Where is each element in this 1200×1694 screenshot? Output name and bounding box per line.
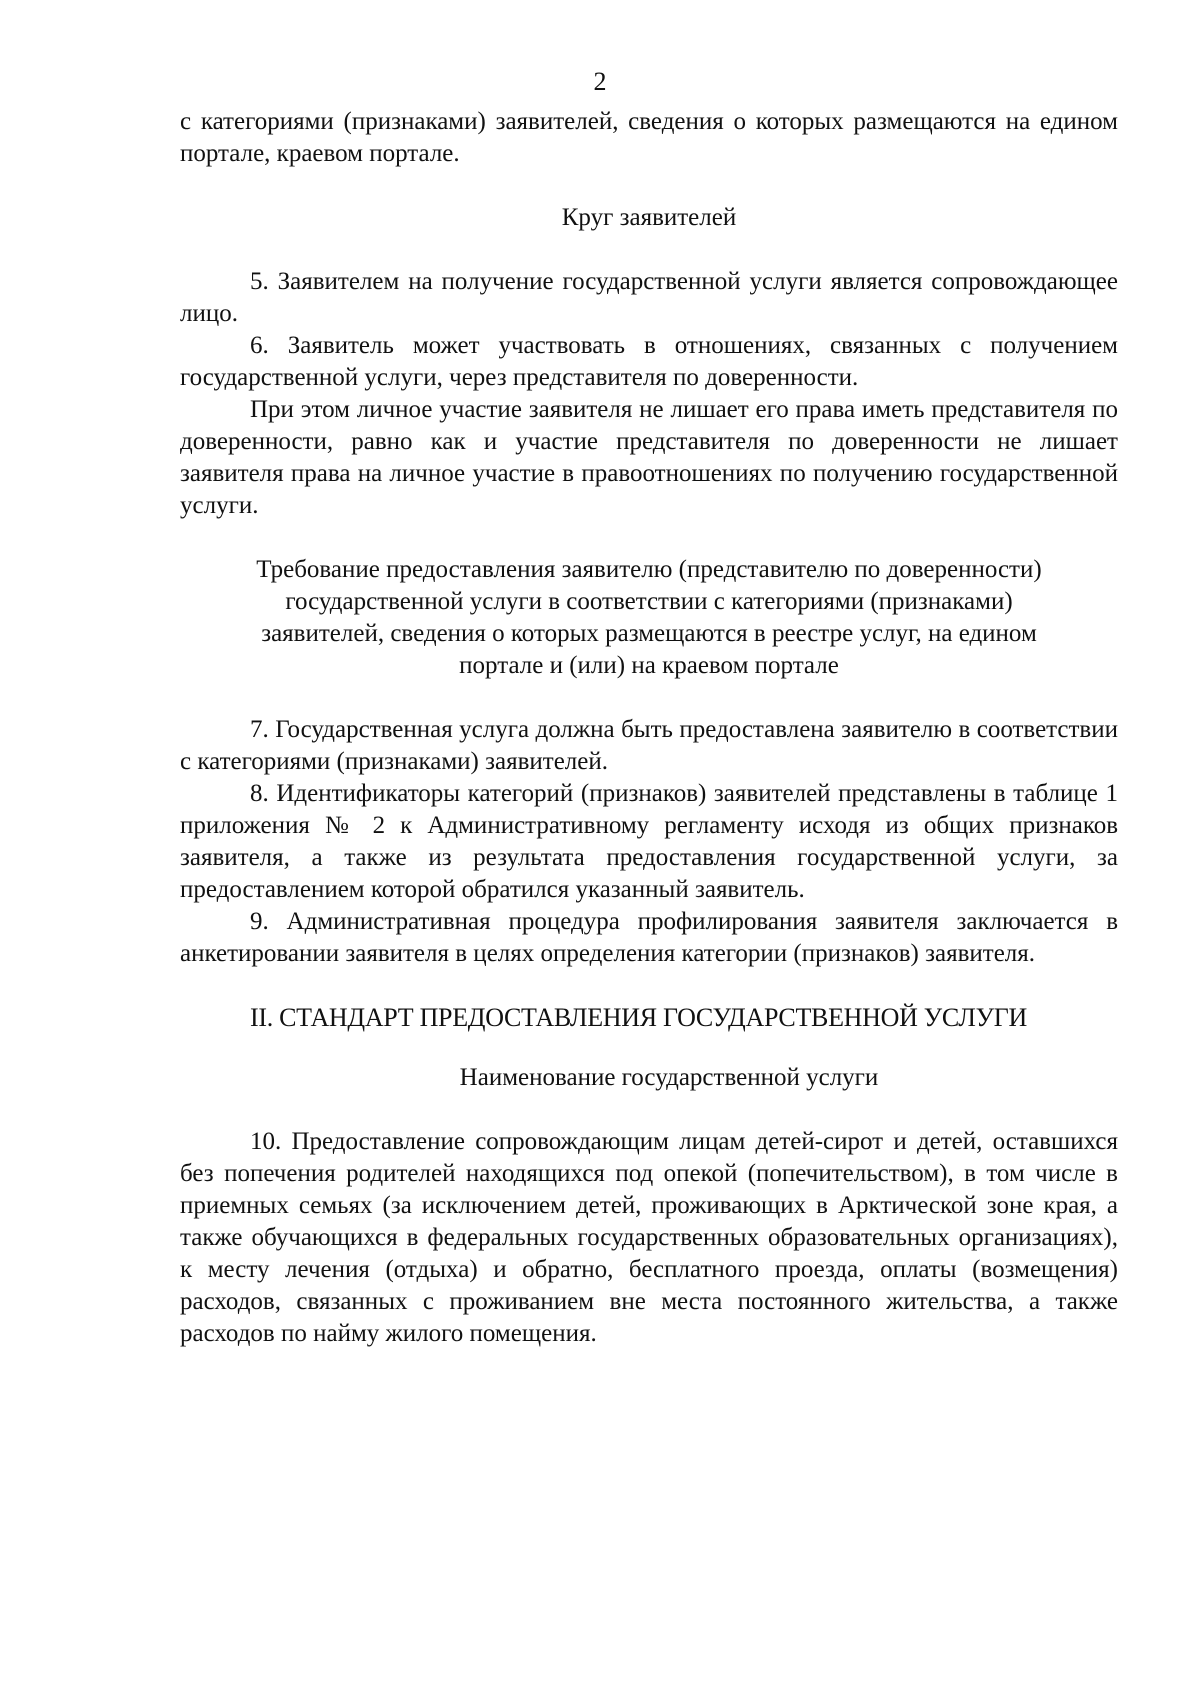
paragraph-6: 6. Заявитель может участвовать в отношениях, связанных с получением государственной услуги, через представителя по доверенности. (180, 332, 1118, 391)
continuation-paragraph: с категориями (признаками) заявителей, сведения о которых размещаются на едином портале, краевом портале. (180, 108, 1118, 167)
page-number: 2 (593, 67, 607, 96)
paragraph-10: 10. Предоставление сопровождающим лицам детей-сирот и детей, оставшихся без попечения родителей находящихся под опекой (попечительством), в том числе в приемных семьях (за исключением детей, проживающих в Арктической зоне края, а также обучающихся в федеральных государственных образовательных организациях), к месту лечения (отдыха) и обратно, бесплатного проезда, оплаты (возмещения) расходов, связанных с проживанием вне места постоянного жительства, а также расходов по найму жилого помещения. (180, 1128, 1118, 1347)
heading-requirement-line-3: заявителей, сведения о которых размещаются в реестре услуг, на едином (261, 620, 1037, 647)
heading-requirement-line-4: портале и (или) на краевом портале (459, 652, 839, 679)
paragraph-7: 7. Государственная услуга должна быть предоставлена заявителю в соответствии с категориями (признаками) заявителей. (180, 716, 1118, 775)
heading-applicants-circle: Круг заявителей (561, 204, 737, 231)
paragraph-5: 5. Заявителем на получение государственной услуги является сопровождающее лицо. (180, 268, 1118, 327)
section-heading-standard: II. СТАНДАРТ ПРЕДОСТАВЛЕНИЯ ГОСУДАРСТВЕННОЙ УСЛУГИ (250, 1003, 1027, 1032)
paragraph-6-continuation: При этом личное участие заявителя не лишает его права иметь представителя по доверенности, равно как и участие представителя по доверенности не лишает заявителя права на личное участие в правоотношениях по получению государственной услуги. (180, 396, 1118, 519)
heading-requirement (180, 554, 1118, 682)
document-body (180, 106, 1118, 1350)
subheading-service-name: Наименование государственной услуги (459, 1064, 879, 1091)
heading-requirement-line-2: государственной услуги в соответствии с категориями (признаками) (285, 588, 1013, 615)
heading-requirement-line-1: Требование предоставления заявителю (представителю по доверенности) (256, 556, 1042, 583)
paragraph-9: 9. Административная процедура профилирования заявителя заключается в анкетировании заявителя в целях определения категории (признаков) заявителя. (180, 908, 1118, 967)
paragraph-8: 8. Идентификаторы категорий (признаков) заявителей представлены в таблице 1 приложения № 2 к Административному регламенту исходя из общих признаков заявителя, а также из результата предоставления государственной услуги, за предоставлением которой обратился указанный заявитель. (180, 780, 1118, 903)
